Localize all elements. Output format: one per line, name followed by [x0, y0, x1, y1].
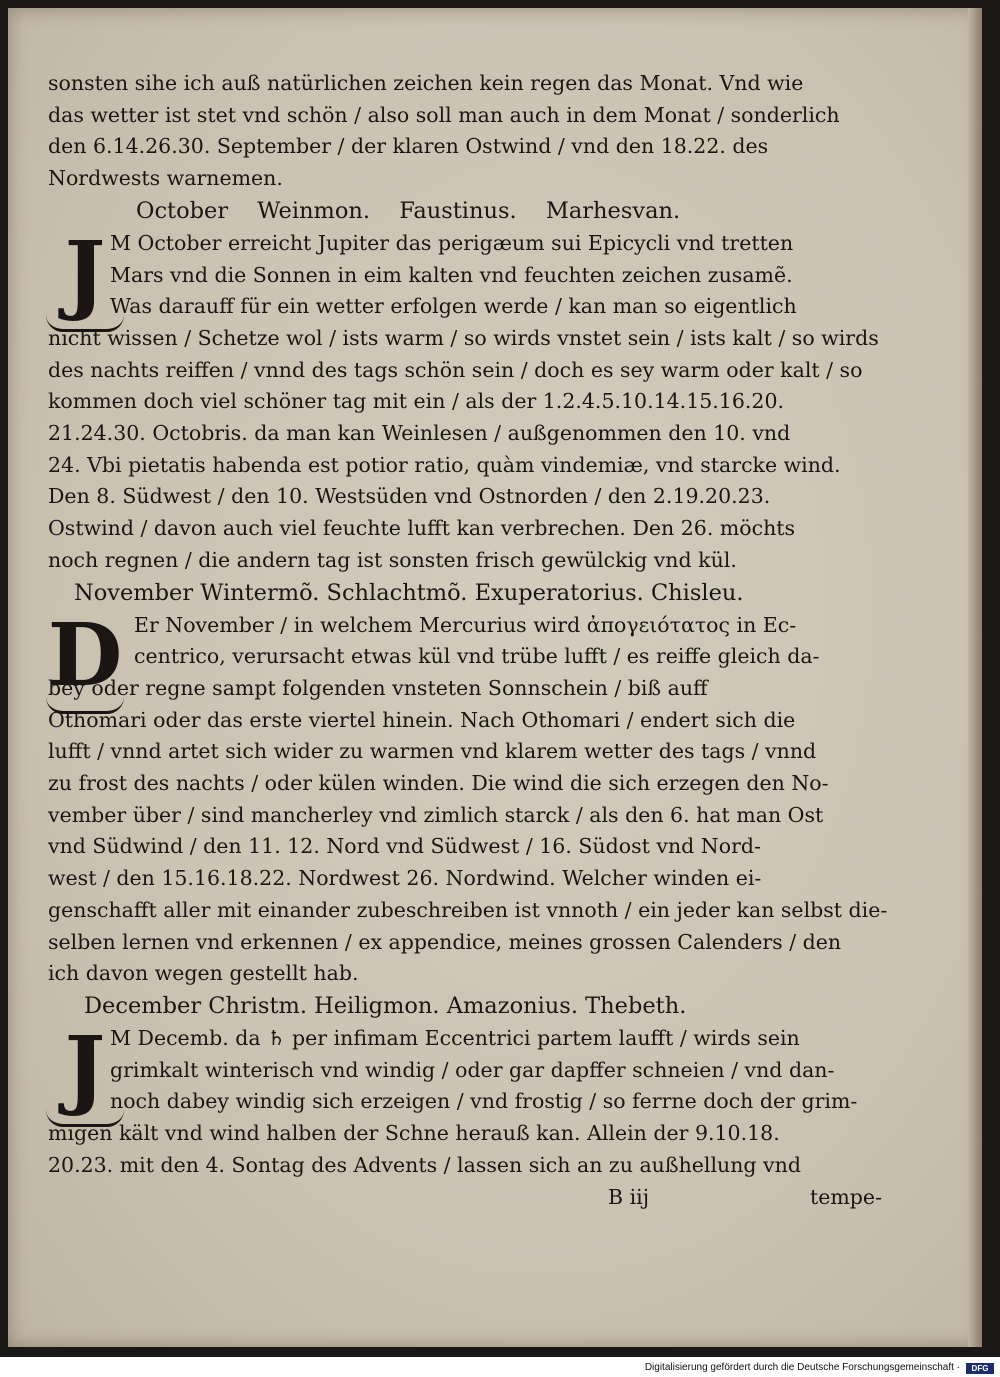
text-line: vnd Südwind / den 11. 12. Nord vnd Südwest / 16. Südost vnd Nord- — [48, 834, 761, 859]
text-line: Nordwests warnemen. — [48, 166, 283, 191]
funding-credit: Digitalisierung gefördert durch die Deutsche Forschungsgemeinschaft · — [644, 1362, 960, 1373]
page-gutter — [968, 8, 982, 1347]
text-line: sonsten sihe ich auß natürlichen zeichen kein regen das Monat. Vnd wie — [48, 71, 804, 95]
text-line: den 6.14.26.30. September / der klaren Ostwind / vnd den 18.22. des — [48, 134, 769, 159]
flourish-ornament — [46, 697, 124, 714]
text-line: Othomari oder das erste viertel hinein. Nach Othomari / endert sich die — [48, 707, 796, 732]
text-line: kommen doch viel schöner tag mit ein / als der 1.2.4.5.10.14.15.16.20. — [48, 389, 785, 414]
text-line: bey oder regne sampt folgenden vnsteten Sonnschein / biß auff — [48, 675, 708, 700]
text-line: selben lernen vnd erkennen / ex appendice, meines grossen Calenders / den — [48, 929, 842, 954]
text-line: 21.24.30. Octobris. da man kan Weinlesen / außgenommen den 10. vnd — [48, 421, 791, 446]
text-line: lufft / vnnd artet sich wider zu warmen vnd klarem wetter des tags / vnnd — [48, 739, 817, 764]
signature-mark: B iij — [608, 1184, 650, 1209]
flourish-ornament — [46, 315, 124, 332]
page-text — [48, 68, 894, 1213]
text-line: 24. Vbi pietatis habenda est potior ratio, quàm vindemiæ, vnd starcke wind. — [48, 452, 841, 477]
dfg-logo: DFG — [966, 1363, 994, 1374]
text-line: Den 8. Südwest / den 10. Westsüden vnd Ostnorden / den 2.19.20.23. — [48, 484, 771, 509]
text-line: des nachts reiffen / vnnd des tags schön sein / doch es sey warm oder kalt / so — [48, 357, 863, 382]
text-line: Ostwind / davon auch viel feuchte lufft kan verbrechen. Den 26. möchts — [48, 516, 796, 541]
october-dropcap: J — [46, 230, 124, 318]
flourish-ornament — [46, 1110, 124, 1127]
november-paragraph — [47, 604, 894, 990]
text-line: genschafft aller mit einander zubeschreiben ist vnnoth / ein jeder kan selbst die- — [48, 897, 888, 922]
text-line: Mars vnd die Sonnen in eim kalten vnd feuchten zeichen zusamẽ. — [110, 262, 793, 287]
december-paragraph — [48, 1017, 894, 1182]
text-line: zu frost des nachts / oder külen winden. Die wind die sich erzegen den No- — [48, 771, 829, 796]
november-dropcap: D — [46, 612, 124, 700]
december-dropcap: J — [46, 1025, 124, 1113]
text-line: M Decemb. da ♄ per infimam Eccentrici partem laufft / wirds sein — [110, 1025, 800, 1050]
catchword: tempe- — [810, 1184, 882, 1209]
text-line: west / den 15.16.18.22. Nordwest 26. Nordwind. Welcher winden ei- — [48, 866, 762, 891]
text-line: das wetter ist stet vnd schön / also soll man auch in dem Monat / sonderlich — [48, 102, 840, 127]
text-line: nicht wissen / Schetze wol / ists warm / so wirds vnstet sein / ists kalt / so wirds — [48, 325, 879, 350]
text-line: grimkalt winterisch vnd windig / oder gar dapffer schneien / vnd dan- — [110, 1057, 835, 1082]
text-line: noch regnen / die andern tag ist sonsten frisch gewülckig vnd kül. — [48, 547, 737, 572]
page-foot-line — [48, 1182, 894, 1214]
text-line: M October erreicht Jupiter das perigæum sui Epicycli vnd tretten — [110, 230, 794, 255]
text-line: noch dabey windig sich erzeigen / vnd frostig / so ferrne doch der grim- — [110, 1089, 858, 1114]
text-line: ich davon wegen gestellt hab. — [48, 961, 359, 986]
text-line: Was darauff für ein wetter erfolgen werde / kan man so eigentlich — [110, 294, 797, 319]
text-line: 20.23. mit den 4. Sontag des Advents / lassen sich an zu außhellung vnd — [48, 1152, 801, 1177]
digitization-footer — [0, 1359, 1000, 1377]
text-line: migen kält vnd wind halben der Schne herauß kan. Allein der 9.10.18. — [48, 1121, 780, 1146]
december-heading: December Christm. Heiligmon. Amazonius. Thebeth. — [84, 992, 687, 1019]
text-line: Er November / in welchem Mercurius wird ἀπογειότατος in Ec- — [134, 612, 797, 637]
text-line: vember über / sind mancherley vnd zimlich starck / als den 6. hat man Ost — [48, 802, 824, 827]
november-heading: November Wintermõ. Schlachtmõ. Exuperatorius. Chisleu. — [74, 579, 744, 606]
text-line: centrico, verursacht etwas kül vnd trübe lufft / es reiffe gleich da- — [134, 644, 820, 669]
october-paragraph — [48, 222, 894, 577]
october-heading: October Weinmon. Faustinus. Marhesvan. — [136, 197, 681, 224]
